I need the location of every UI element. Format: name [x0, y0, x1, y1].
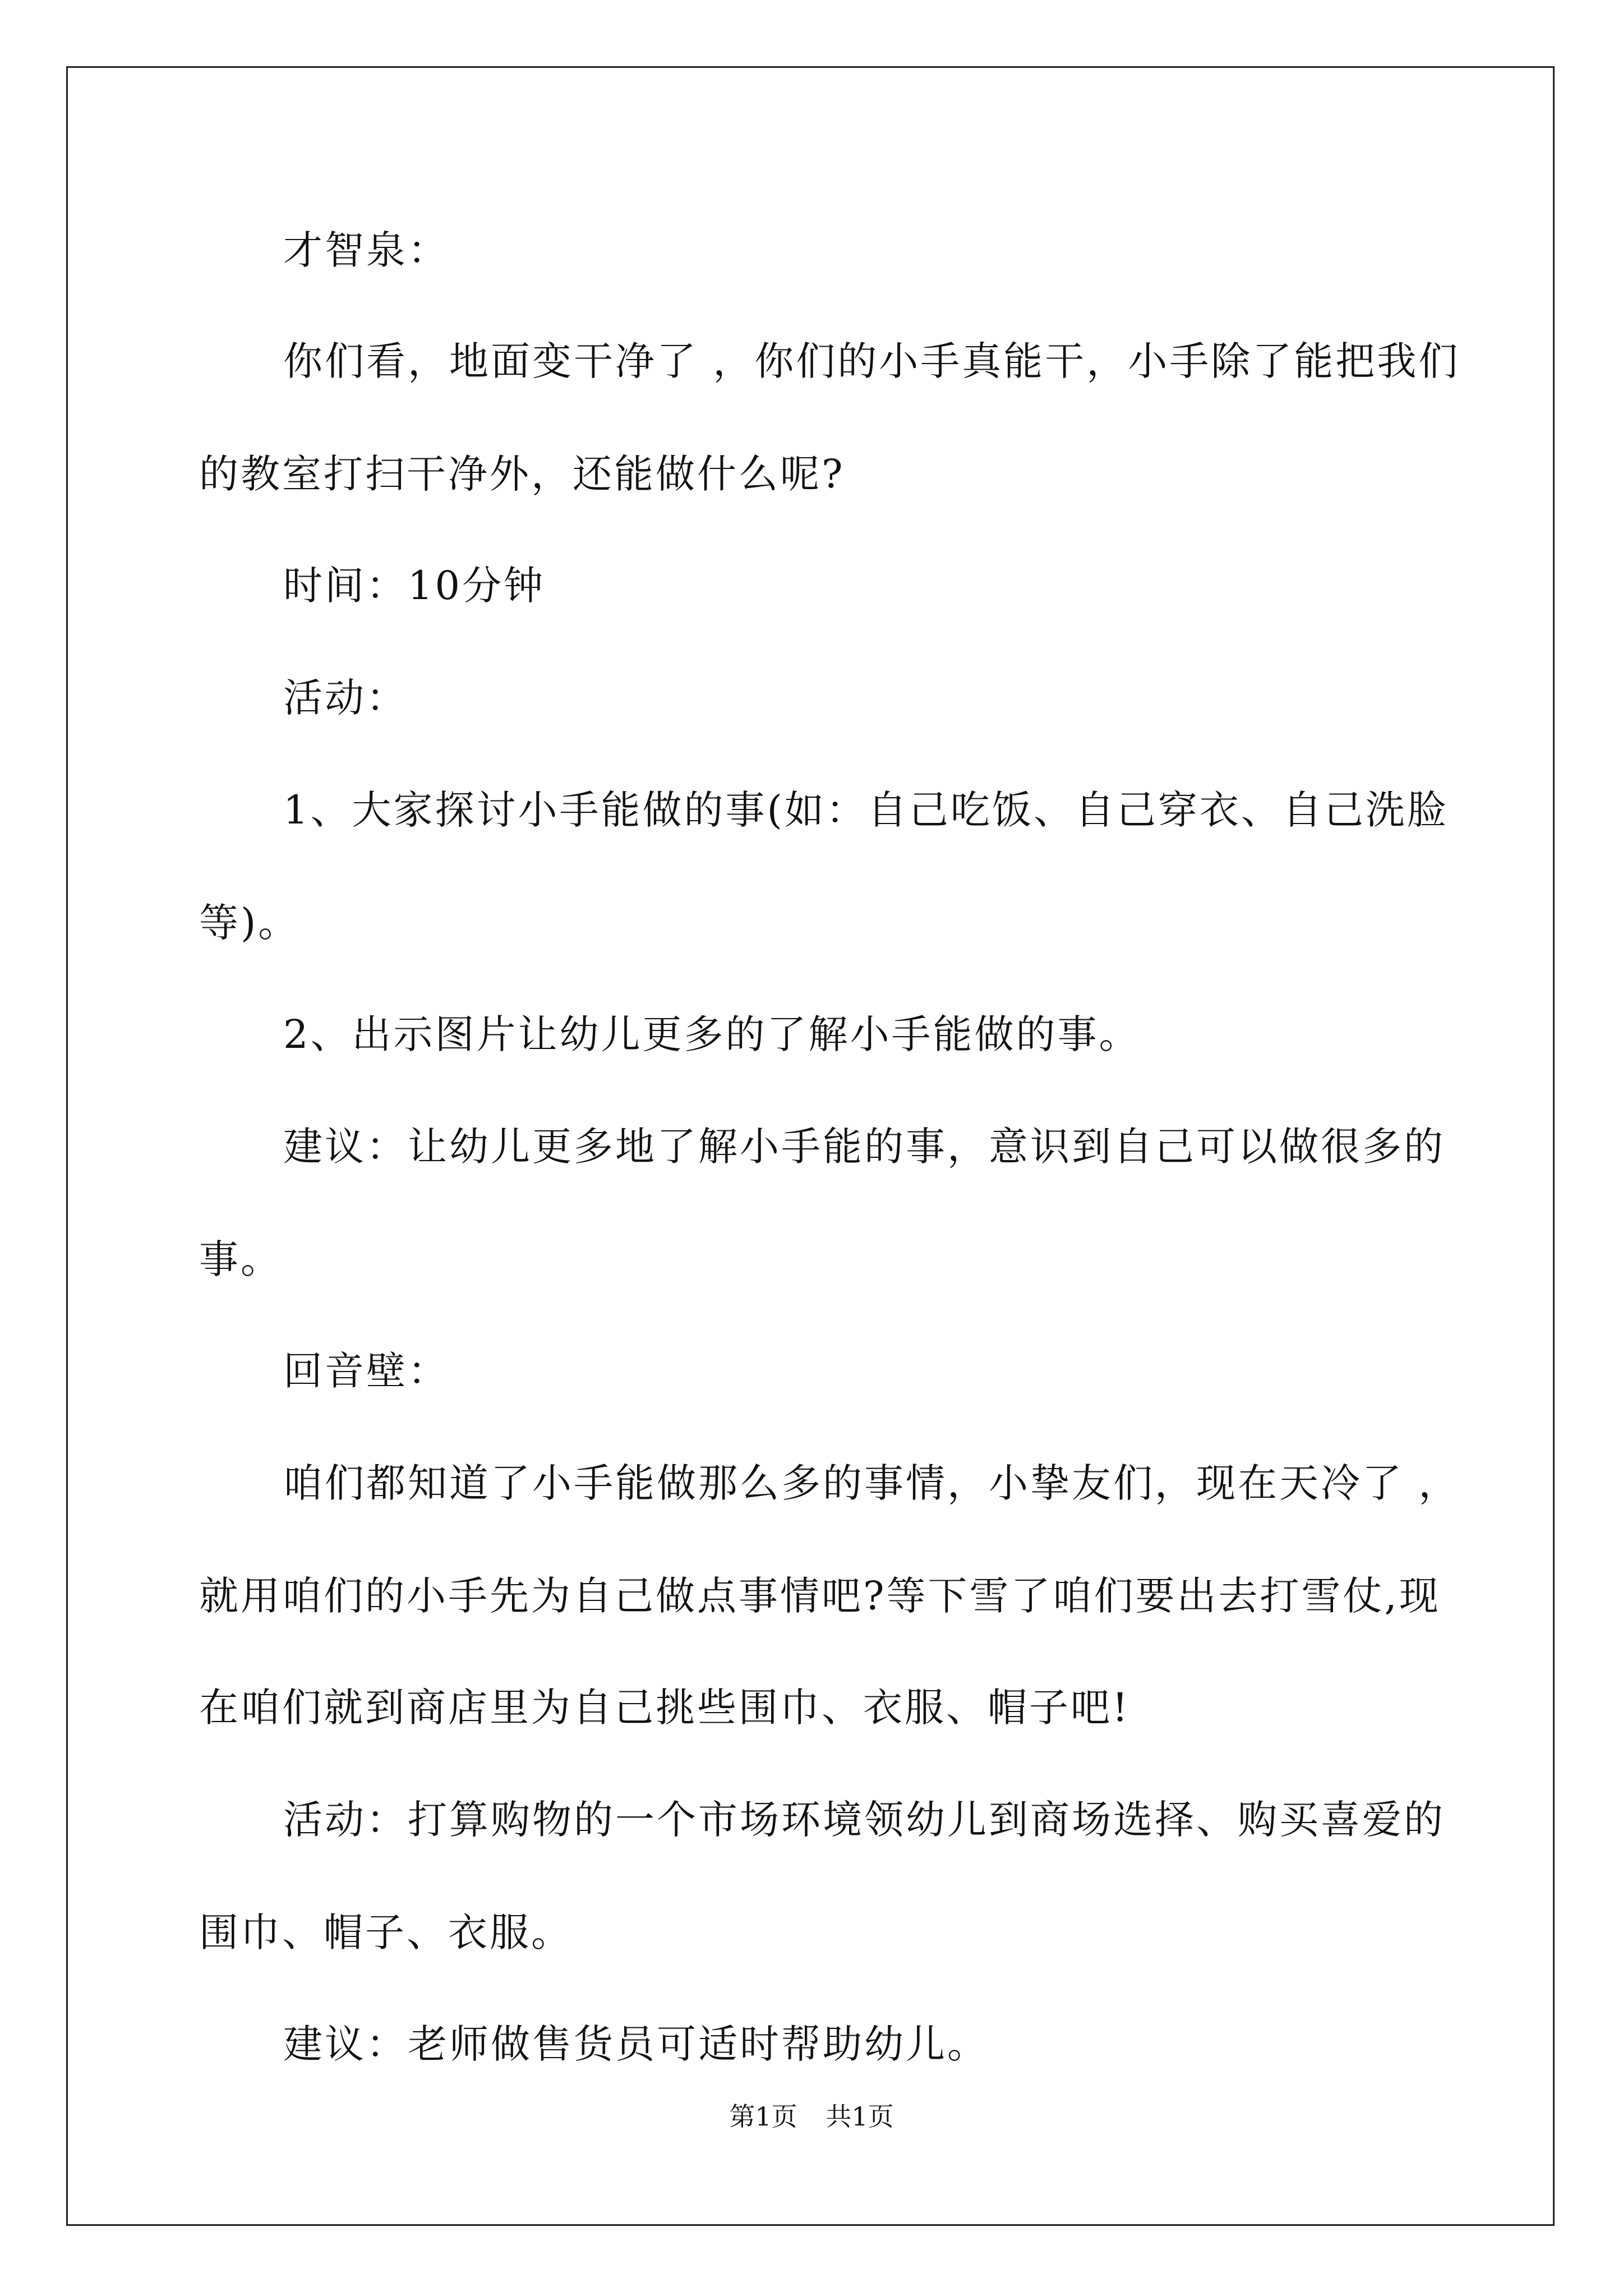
- paragraph-line: 1、大家探讨小手能做的事(如：自己吃饭、自己穿衣、自己洗脸: [283, 787, 1449, 833]
- paragraph-line: 在咱们就到商店里为自己挑些围巾、衣服、帽子吧!: [199, 1685, 1131, 1731]
- paragraph-line: 建议：老师做售货员可适时帮助幼儿。: [283, 2021, 989, 2067]
- paragraph-line: 围巾、帽子、衣服。: [199, 1910, 573, 1955]
- page-footer: [0, 2096, 1623, 2133]
- paragraph-line: 等)。: [199, 900, 300, 946]
- page-number: 第1页: [729, 2101, 797, 2132]
- paragraph-line: 活动：打算购物的一个市场环境领幼儿到商场选择、购买喜爱的: [283, 1797, 1445, 1843]
- paragraph-line: 就用咱们的小手先为自己做点事情吧?等下雪了咱们要出去打雪仗,现: [199, 1573, 1441, 1619]
- paragraph-line: 你们看，地面变干净了 ，你们的小手真能干，小手除了能把我们: [283, 338, 1460, 384]
- paragraph-line: 事。: [199, 1236, 282, 1282]
- paragraph-line: 回音壁：: [283, 1348, 449, 1394]
- paragraph-line: 建议：让幼儿更多地了解小手能的事，意识到自己可以做很多的: [283, 1124, 1445, 1170]
- paragraph-line: 咱们都知道了小手能做那么多的事情，小挚友们，现在天冷了 ，: [283, 1460, 1460, 1506]
- paragraph-line: 的教室打扫干净外，还能做什么呢?: [199, 451, 845, 497]
- page-total: 共1页: [826, 2101, 894, 2132]
- paragraph-line: 才智泉：: [283, 227, 449, 273]
- paragraph-line: 时间：10分钟: [283, 563, 546, 609]
- paragraph-line: 活动：: [283, 675, 408, 721]
- paragraph-line: 2、出示图片让幼儿更多的了解小手能做的事。: [283, 1011, 1141, 1057]
